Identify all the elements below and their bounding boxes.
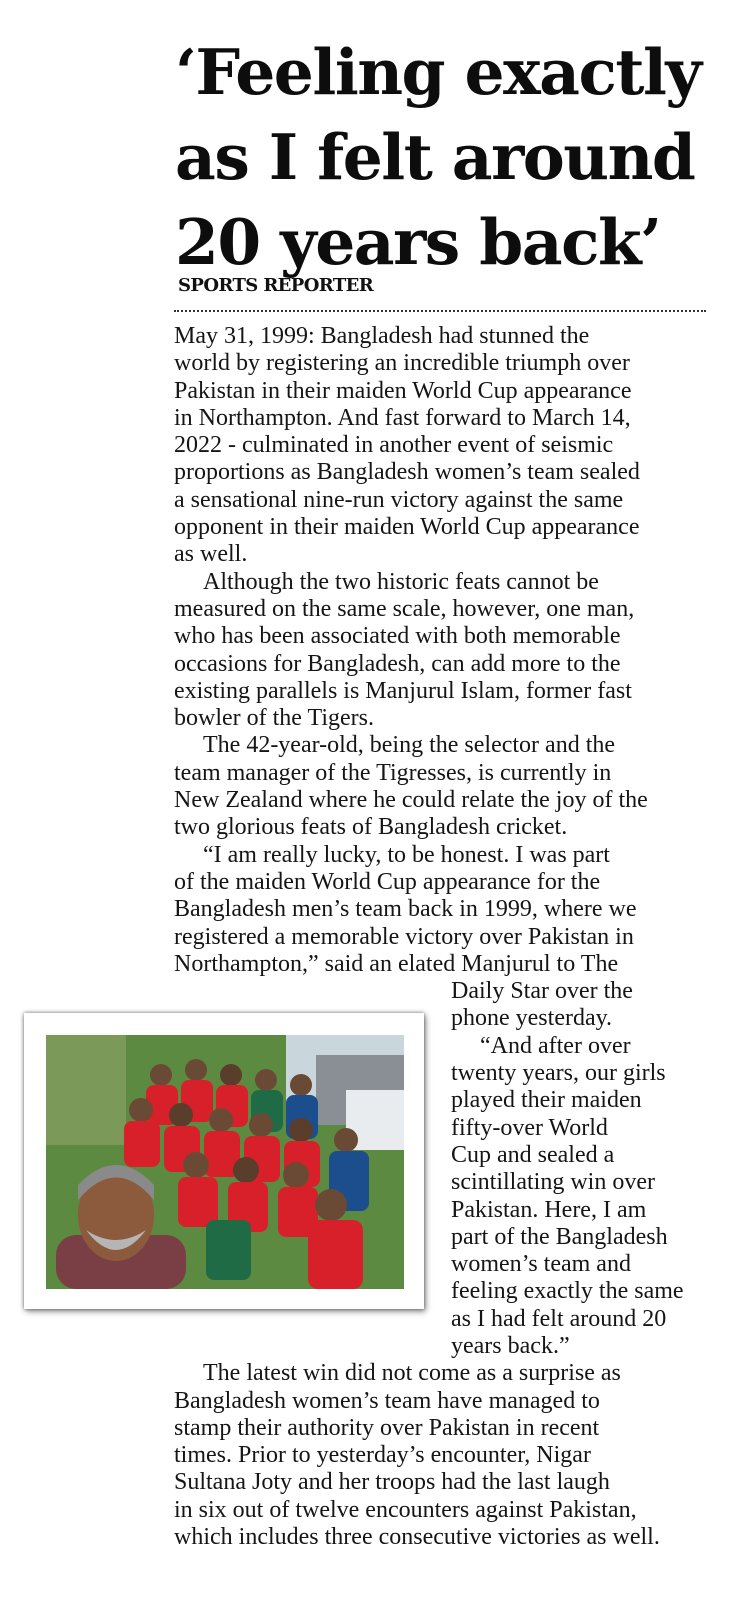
body-line: Pakistan in their maiden World Cup appearance [174, 377, 632, 404]
body-line: opponent in their maiden World Cup appearance [174, 514, 640, 541]
dotted-divider [174, 310, 706, 312]
paragraph-start-line [174, 569, 709, 596]
body-line: Daily Star over the [451, 978, 633, 1005]
body-line: May 31, 1999: Bangladesh had stunned the [174, 323, 590, 349]
body-line: Sultana Joty and her troops had the last laugh [174, 1469, 610, 1496]
article-body [174, 323, 709, 1551]
body-line: registered a memorable victory over Pakistan in [174, 923, 634, 950]
headline-line: as I felt around [175, 120, 695, 194]
body-line-text: “And after over [480, 1032, 631, 1059]
headline [175, 30, 720, 285]
paragraph-start-line [451, 1033, 709, 1060]
body-line: women’s team and [451, 1251, 631, 1278]
body-line-text: The latest win did not come as a surprise as [203, 1360, 621, 1387]
headline-line: ‘Feeling exactly [175, 35, 701, 109]
body-line: existing parallels is Manjurul Islam, former fast [174, 677, 632, 704]
body-line: scintillating win over [451, 1169, 655, 1196]
paragraph-start-line [174, 1360, 709, 1387]
body-line: New Zealand where he could relate the joy of the [174, 787, 648, 814]
body-line: times. Prior to yesterday’s encounter, Nigar [174, 1442, 591, 1469]
body-line: world by registering an incredible triumph over [174, 350, 630, 377]
body-line: bowler of the Tigers. [174, 705, 374, 732]
body-line: Northampton,” said an elated Manjurul to The [174, 950, 619, 977]
body-line: team manager of the Tigresses, is currently in [174, 759, 612, 786]
body-line: Bangladesh men’s team back in 1999, where we [174, 896, 637, 923]
body-line: Pakistan. Here, I am [451, 1196, 647, 1223]
body-line: twenty years, our girls [451, 1060, 666, 1087]
body-line: part of the Bangladesh [451, 1223, 668, 1250]
body-line: a sensational nine-run victory against the same [174, 486, 624, 513]
body-line: occasions for Bangladesh, can add more to the [174, 650, 621, 677]
body-line: phone yesterday. [451, 1005, 613, 1032]
paragraph-start-line [174, 732, 709, 759]
body-line: played their maiden [451, 1087, 642, 1114]
body-line: Bangladesh women’s team have managed to [174, 1387, 600, 1414]
body-line: proportions as Bangladesh women’s team sealed [174, 459, 640, 486]
body-line-text: The 42-year-old, being the selector and the [203, 732, 616, 759]
photo-frame [24, 1013, 424, 1309]
team-selfie-photo [46, 1035, 404, 1289]
body-line: who has been associated with both memorable [174, 623, 621, 650]
body-line-text: “I am really lucky, to be honest. I was part [203, 841, 610, 868]
body-line: stamp their authority over Pakistan in recent [174, 1414, 600, 1441]
team-selfie-image [46, 1035, 404, 1289]
headline-line: 20 years back’ [175, 205, 661, 279]
body-line-text: Although the two historic feats cannot be [203, 568, 599, 595]
body-line: as well. [174, 541, 248, 568]
body-line: 2022 - culminated in another event of seismic [174, 432, 614, 459]
body-line: as I had felt around 20 [451, 1305, 667, 1332]
body-line: in Northampton. And fast forward to March 14, [174, 404, 631, 431]
paragraph-start-line [174, 842, 709, 869]
body-line: measured on the same scale, however, one man, [174, 595, 635, 622]
body-line: years back.” [451, 1332, 570, 1359]
body-line: in six out of twelve encounters against Pakistan, [174, 1496, 637, 1523]
body-line: feeling exactly the same [451, 1278, 684, 1305]
body-line: fifty-over World [451, 1114, 608, 1141]
byline: SPORTS REPORTER [178, 275, 374, 296]
body-line: of the maiden World Cup appearance for the [174, 868, 601, 895]
body-line: which includes three consecutive victories as well. [174, 1524, 660, 1551]
body-line: two glorious feats of Bangladesh cricket. [174, 814, 568, 841]
body-line: Cup and sealed a [451, 1141, 615, 1168]
field-edge [46, 1035, 126, 1145]
